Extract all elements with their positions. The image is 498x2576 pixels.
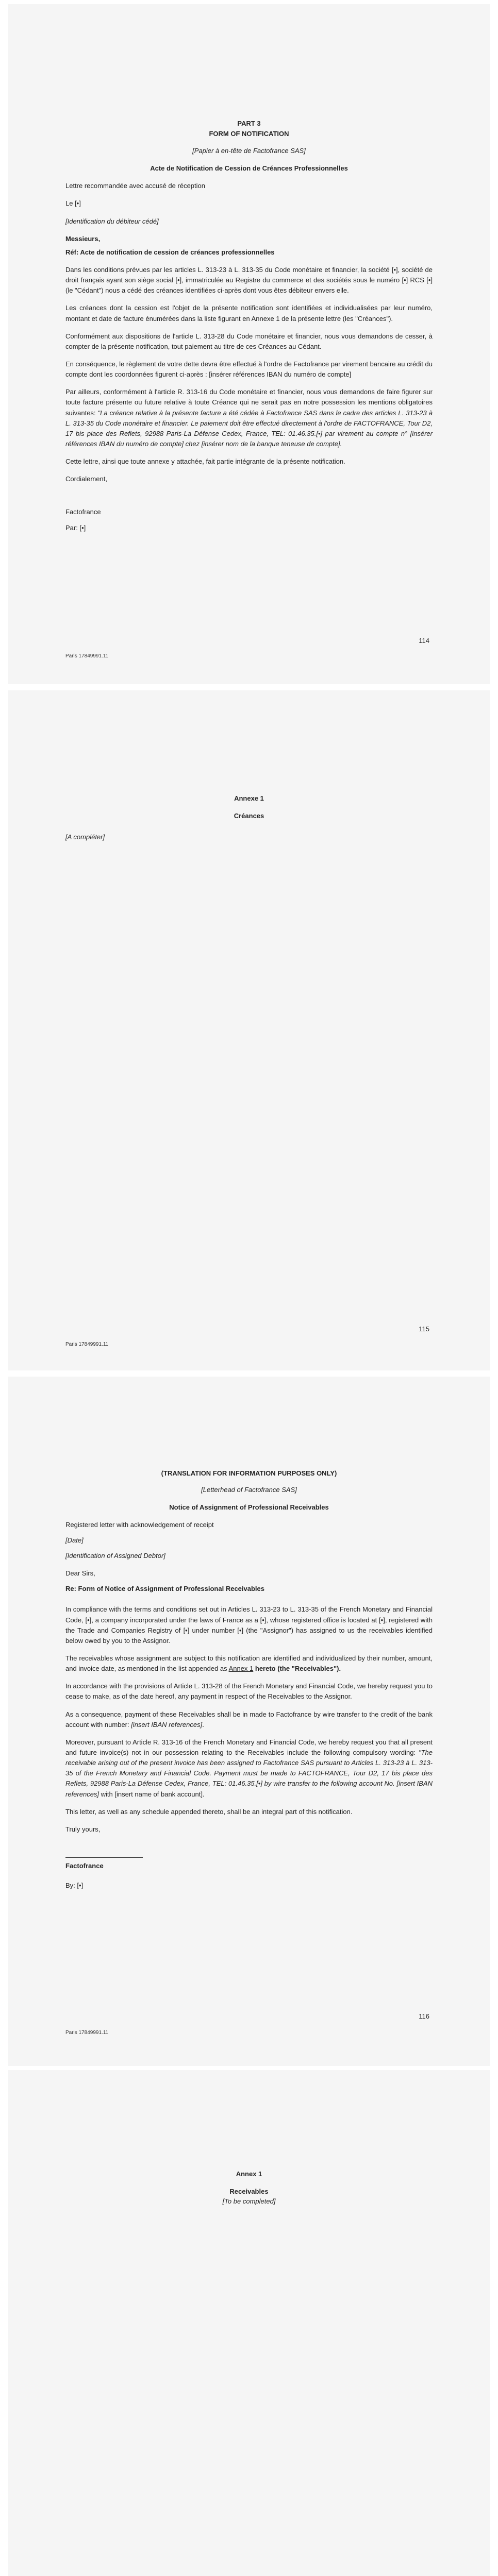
form-title: FORM OF NOTIFICATION: [209, 129, 289, 138]
paragraph: Conformément aux dispositions de l'article L. 313-28 du Code monétaire et financier, nous vous demandons de cesser, à compter de la présente notification, tout paiement au titre de ces Créances au Cédant.: [65, 332, 433, 350]
registered-letter: Lettre recommandée avec accusé de réception: [65, 182, 205, 190]
reference-line: Réf: Acte de notification de cession de créances professionnelles: [65, 248, 275, 256]
signed-by: Par: [•]: [65, 523, 86, 532]
signed-by: By: [•]: [65, 1882, 84, 1890]
text-run: En conséquence, le règlement de votre dette devra être effectué à l'ordre de Factofrance par virement bancaire au crédit du compte dont les coordonnées figurent ci-après : [insérer références IBAN du numéro de compte]: [65, 360, 433, 379]
placeholder-text: [To be completed]: [222, 2197, 276, 2205]
page-content: [65, 1468, 433, 1898]
placeholder-text: [A compléter]: [65, 833, 105, 841]
translation-title: (TRANSLATION FOR INFORMATION PURPOSES ONLY): [161, 1469, 337, 1477]
page-number: 115: [419, 1325, 429, 1333]
compulsory-wording: "La créance relative à la présente facture a été cédée à Factofrance SAS dans le cadre des articles L. 313-23 à L. 313-35 du Code monétaire et financier. Le paiement doit être effectué directement à l'ordre de FACTOFRANCE, Tour D2, 17 bis place des Reflets, 92988 Paris-La Défense Cedex, France, TEL: 01.46.35.[•] par virement au compte n° [insérer références IBAN du numéro de compte] chez [insérer nom de la banque teneuse de compte].: [65, 409, 433, 448]
paragraph: Cette lettre, ainsi que toute annexe y attachée, fait partie intégrante de la présente notification.: [65, 457, 345, 466]
paragraph: [65, 1709, 433, 1730]
paragraph: [65, 359, 433, 380]
document-page-114: [8, 4, 490, 684]
text-run: Moreover, pursuant to Article R. 313-16 of the French Monetary and Financial Code, we hereby request you that all present and future invoice(s) not in our possession relating to the Receivables include the following compulsory wording:: [65, 1738, 433, 1757]
compulsory-wording: "The receivable arising out of the present invoice has been assigned to Factofrance SAS pursuant to Articles L. 313-23 à L. 313-35 of the French Monetary and Financial Code. Payment must be made to FACTOFRANCE, Tour D2, 17 bis place des Reflets, 92988 Paris-La Défense Cedex, France, TEL: 01.46.35.[•] by wire transfer to the following account No. [insert IBAN references]: [65, 1749, 433, 1798]
page-number: 114: [419, 637, 429, 645]
act-title: Acte de Notification de Cession de Créances Professionnelles: [150, 164, 348, 173]
page-content: [65, 793, 433, 850]
text-run: Par ailleurs, conformément à l'article R. 313-16 du Code monétaire et financier, nous vous demandons de faire figurer sur toute facture présente ou future relative à toute Créance qui ne serait pas en notre possession les mentions obligatoires suivantes:: [65, 388, 433, 417]
date: [Date]: [65, 1536, 84, 1544]
signatory: Factofrance: [65, 508, 101, 516]
paragraph: Dans les conditions prévues par les articles L. 313-23 à L. 313-35 du Code monétaire et financier, la société [•], société de droit français ayant son siège social [•], immatriculée au Registre du commerce et des sociétés sous le numéro [•] RCS [•] (le "Cédant") nous a cédé des créances identifiées ci-après dont vous êtes débiteur envers elle.: [65, 265, 433, 295]
debtor-identification: [Identification du débiteur cédé]: [65, 217, 159, 225]
page-number: 116: [419, 2012, 429, 2020]
paragraph: [65, 1653, 433, 1674]
document-page-117: [8, 2070, 490, 2576]
text-run: with [insert name of bank account].: [99, 1790, 205, 1798]
document-page-116: [8, 1377, 490, 2066]
iban-placeholder: [insert IBAN references]: [131, 1720, 203, 1728]
paragraph: This letter, as well as any schedule appended thereto, shall be an integral part of this notification.: [65, 1807, 353, 1816]
annex-subtitle: Receivables: [229, 2187, 269, 2195]
annex-link: Annex 1: [228, 1665, 254, 1673]
closing: Truly yours,: [65, 1825, 101, 1833]
debtor-identification: [Identification of Assigned Debtor]: [65, 1552, 165, 1560]
annex-title: Annex 1: [236, 2170, 262, 2178]
place-date: Le [•]: [65, 199, 81, 208]
paragraph: Les créances dont la cession est l'objet de la présente notification sont identifiées et individualisées par leur numéro, montant et date de facture énumérées dans la liste figurant en Annexe 1 de la présente lettre (les "Créances").: [65, 304, 433, 323]
document-page-115: [8, 690, 490, 1370]
paragraph: In compliance with the terms and conditions set out in Articles L. 313-23 to L. 313-35 of the French Monetary and Financial Code, [•], a company incorporated under the laws of France as a [•], whose registered office is located at [•], registered with the Trade and Companies Registry of [•] under number [•] (the "Assignor") has assigned to us the receivables identified below owed by you to the Assignor.: [65, 1605, 433, 1645]
text-run: As a consequence, payment of these Receivables shall be in made to Factofrance by wire transfer to the credit of the bank account with number:: [65, 1710, 433, 1728]
salutation: Messieurs,: [65, 234, 101, 243]
reference-line: Re: Form of Notice of Assignment of Professional Receivables: [65, 1585, 264, 1593]
annex-subtitle: Créances: [234, 811, 264, 820]
signature-line: [65, 1857, 143, 1858]
registered-letter: Registered letter with acknowledgement of receipt: [65, 1520, 214, 1529]
document-reference: Paris 17849991.11: [65, 1342, 109, 1347]
part-title: PART 3: [237, 120, 261, 127]
signatory: Factofrance: [65, 1862, 104, 1870]
annex-title: Annexe 1: [234, 794, 264, 802]
text-run: The receivables whose assignment are subject to this notification are identified and individualized by their number, amount, and invoice date, as mentioned in the list appended as: [65, 1654, 433, 1673]
header-note: [Letterhead of Factofrance SAS]: [201, 1485, 297, 1494]
document-reference: Paris 17849991.11: [65, 653, 109, 659]
page-content: [65, 118, 433, 540]
closing: Cordialement,: [65, 475, 107, 483]
paragraph: In accordance with the provisions of Article L. 313-28 of the French Monetary and Financial Code, we hereby request you to cease to make, as of the date hereof, any payment in respect of the Receivables to the Assignor.: [65, 1682, 433, 1701]
paragraph: [65, 1737, 433, 1800]
text-run: hereto (the "Receivables").: [253, 1665, 341, 1673]
salutation: Dear Sirs,: [65, 1569, 95, 1578]
paragraph: [65, 387, 433, 449]
page-content: [65, 2169, 433, 2214]
document-reference: Paris 17849991.11: [65, 2030, 109, 2036]
text-run: .: [202, 1720, 204, 1728]
act-title: Notice of Assignment of Professional Receivables: [169, 1503, 329, 1511]
header-note: [Papier à en-tête de Factofrance SAS]: [192, 147, 306, 155]
